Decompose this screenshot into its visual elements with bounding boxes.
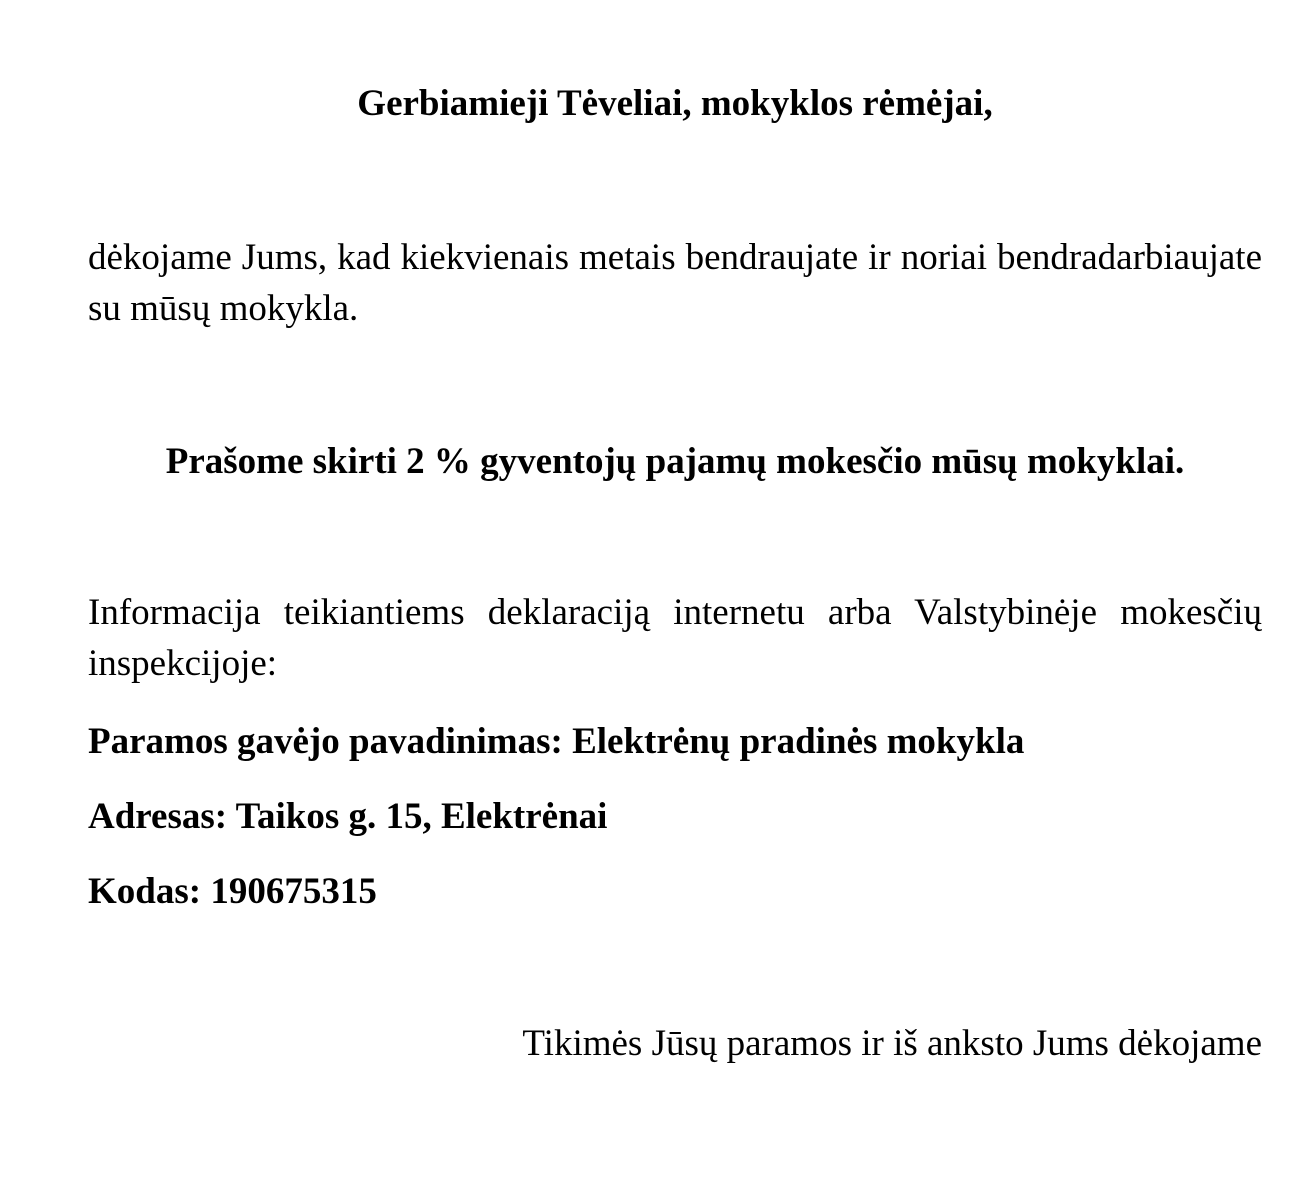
info-paragraph: Informacija teikiantiems deklaraciją internetu arba Valstybinėje mokesčių inspekcijoje: bbox=[88, 592, 1262, 684]
closing-line: Tikimės Jūsų paramos ir iš anksto Jums dėkojame bbox=[522, 1023, 1262, 1064]
recipient-name: Paramos gavėjo pavadinimas: Elektrėnų pradinės mokykla bbox=[88, 721, 1025, 762]
recipient-code: Kodas: 190675315 bbox=[88, 871, 377, 912]
recipient-address: Adresas: Taikos g. 15, Elektrėnai bbox=[88, 796, 608, 837]
request-heading: Prašome skirti 2 % gyventojų pajamų mokesčio mūsų mokyklai. bbox=[165, 441, 1185, 482]
thanks-paragraph: dėkojame Jums, kad kiekvienais metais bendraujate ir noriai bendradarbiaujate su mūsų mokykla. bbox=[88, 237, 1262, 329]
greeting-heading: Gerbiamieji Tėveliai, mokyklos rėmėjai, bbox=[357, 83, 993, 124]
